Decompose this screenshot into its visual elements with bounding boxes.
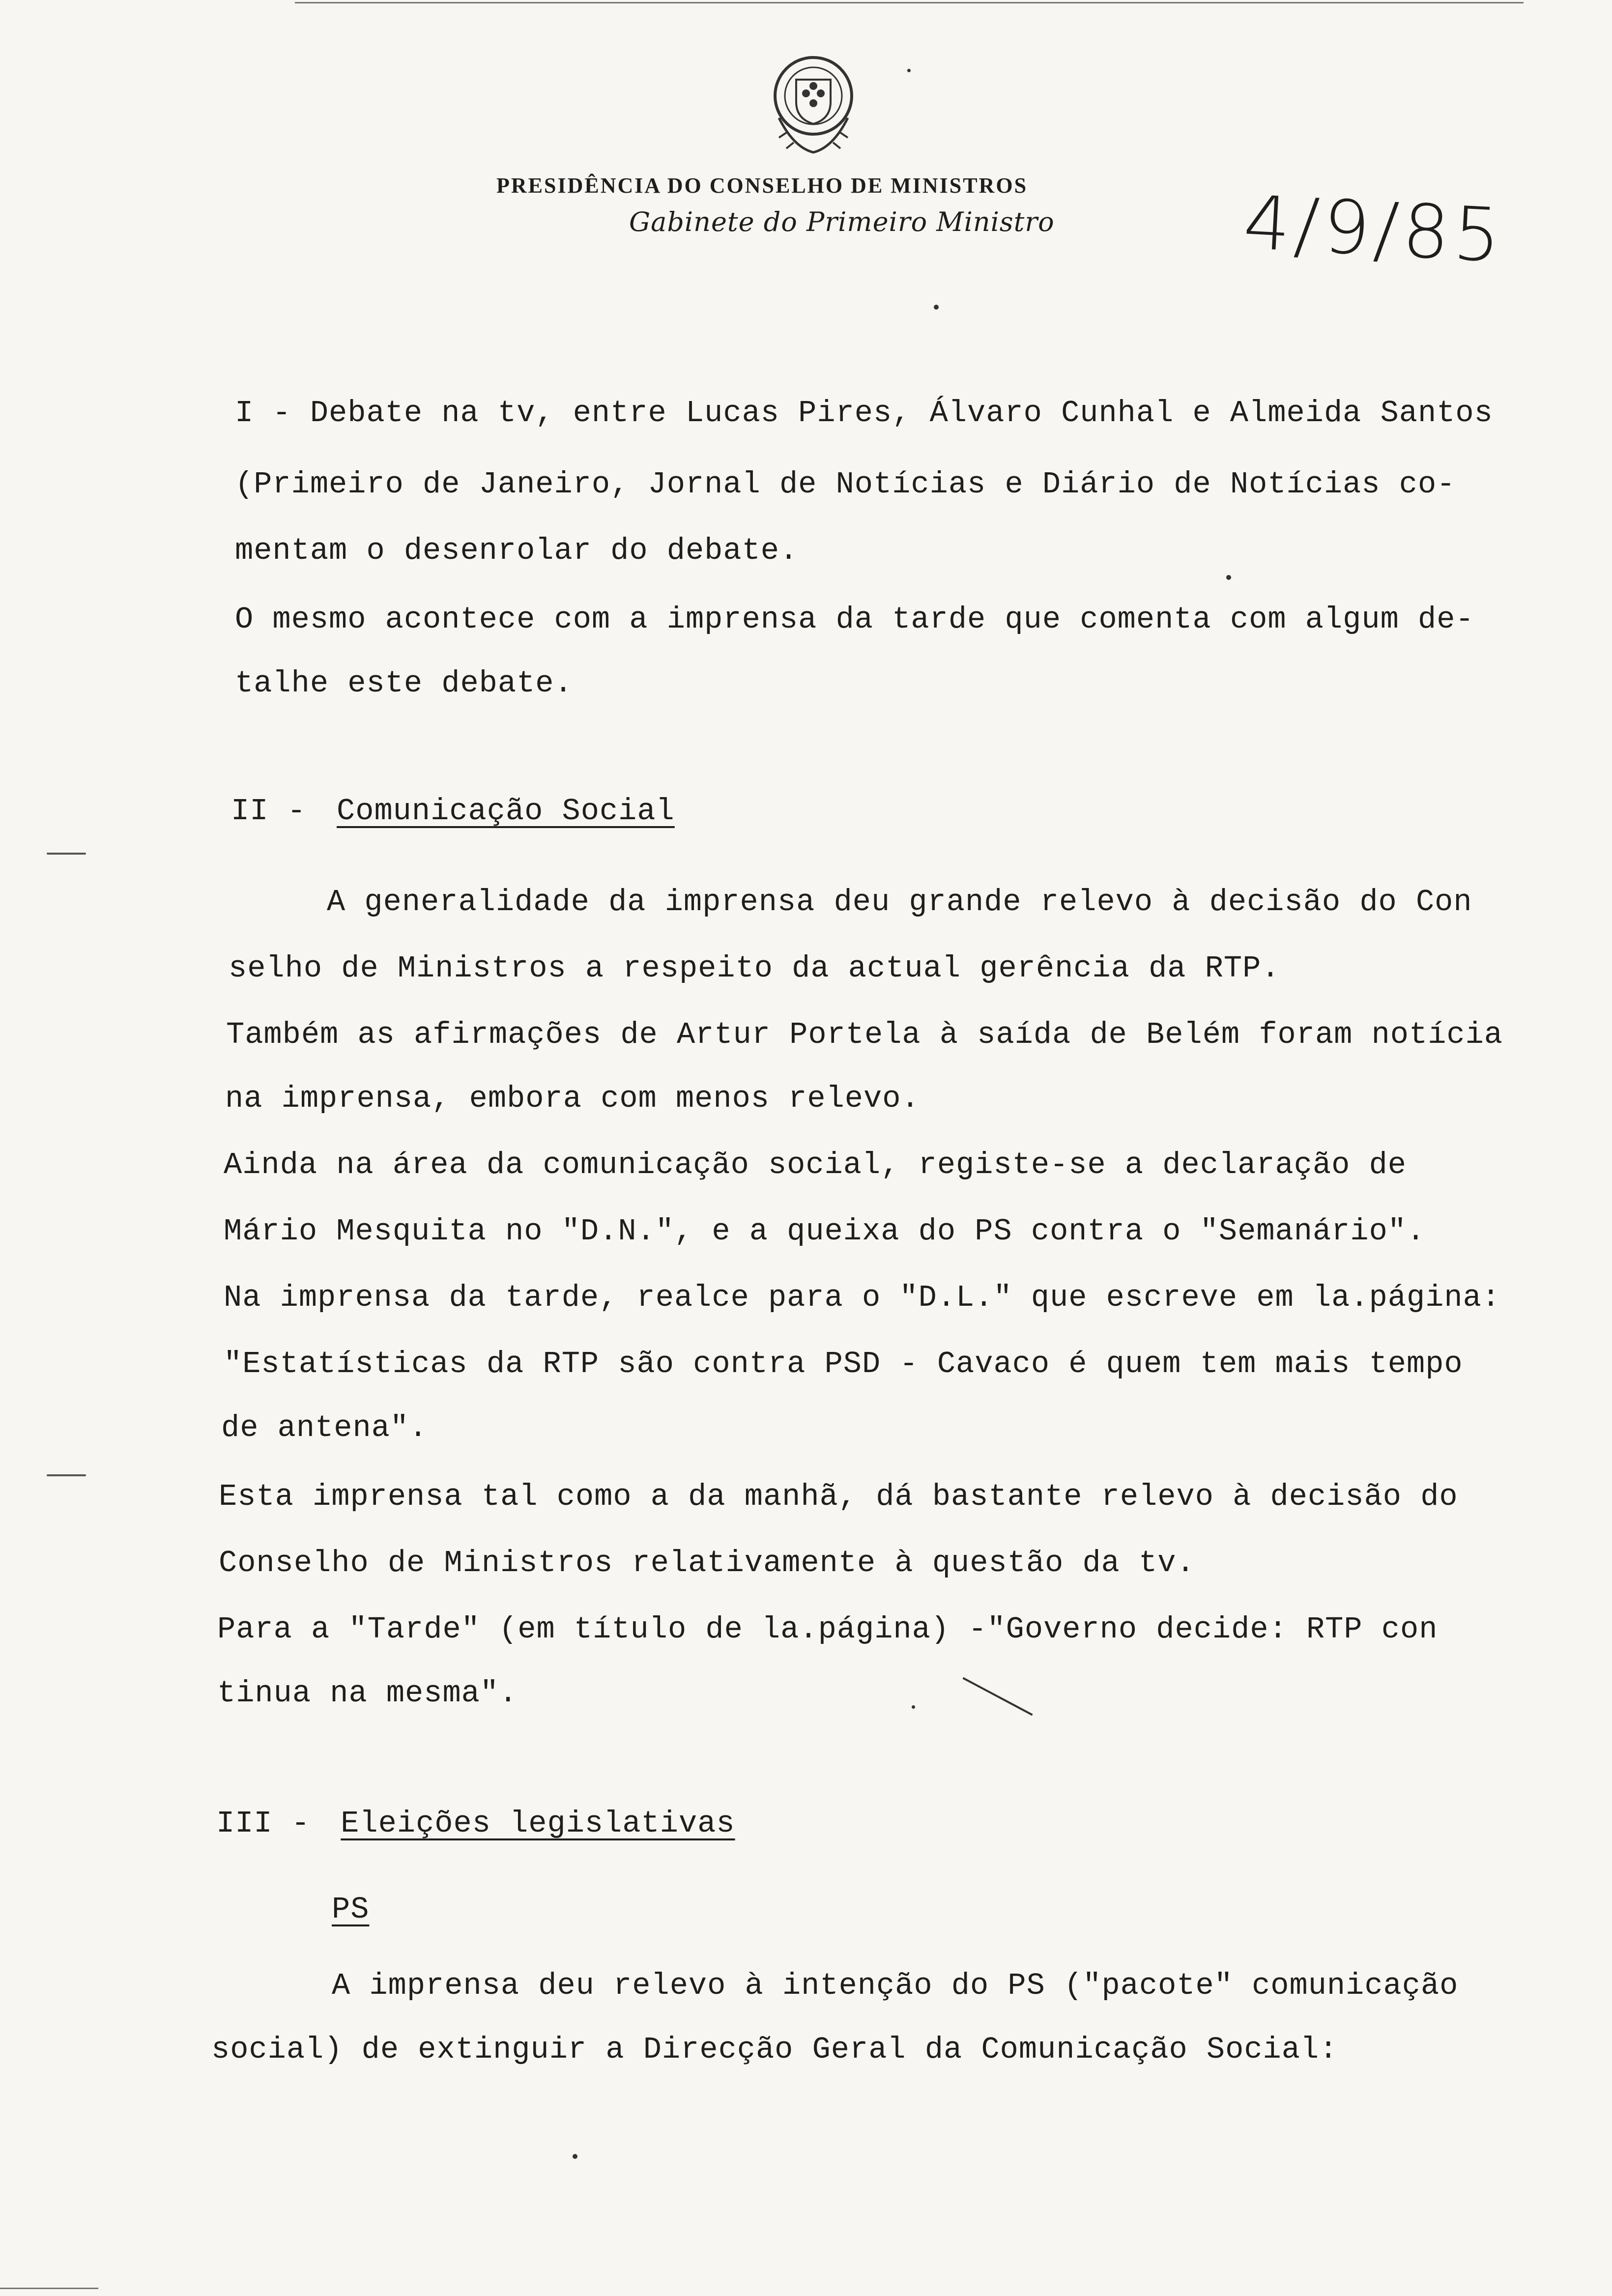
top-scan-line xyxy=(295,2,1524,3)
section2-number: II - xyxy=(231,794,306,829)
organization-header: PRESIDÊNCIA DO CONSELHO DE MINISTROS xyxy=(496,173,1028,198)
section2-line: na imprensa, embora com menos relevo. xyxy=(225,1081,920,1116)
bottom-scan-line xyxy=(0,2288,98,2289)
handwritten-date: 4/9/85 xyxy=(1241,180,1507,279)
section2-line: Ainda na área da comunicação social, registe-se a declaração de xyxy=(224,1148,1407,1182)
section1-line: (Primeiro de Janeiro, Jornal de Notícias e Diário de Notícias co- xyxy=(235,467,1456,502)
section3-line: social) de extinguir a Direcção Geral da Comunicação Social: xyxy=(211,2032,1338,2067)
scan-stroke xyxy=(962,1677,1033,1716)
section2-line: selho de Ministros a respeito da actual gerência da RTP. xyxy=(229,951,1280,986)
scan-speck xyxy=(1226,575,1231,580)
section1-line: mentam o desenrolar do debate. xyxy=(235,533,799,568)
section2-title: Comunicação Social xyxy=(337,794,675,829)
section3-title: Eleições legislativas xyxy=(341,1806,735,1841)
section2-line: tinua na mesma". xyxy=(217,1676,518,1711)
section3-subheading: PS xyxy=(332,1892,370,1927)
scan-speck xyxy=(907,69,911,72)
margin-mark xyxy=(47,853,86,855)
section2-line: Na imprensa da tarde, realce para o "D.L." que escreve em la.página: xyxy=(224,1280,1501,1315)
section2-line: Esta imprensa tal como a da manhã, dá bastante relevo à decisão do xyxy=(219,1479,1458,1514)
scan-speck xyxy=(934,305,939,310)
section3-number: III - xyxy=(216,1806,311,1841)
section2-line: Mário Mesquita no "D.N.", e a queixa do PS contra o "Semanário". xyxy=(224,1214,1426,1249)
margin-mark xyxy=(47,1474,86,1476)
section1-line: O mesmo acontece com a imprensa da tarde que comenta com algum de- xyxy=(235,602,1474,637)
section2-line: Conselho de Ministros relativamente à questão da tv. xyxy=(219,1546,1195,1580)
section2-line: Para a "Tarde" (em título de la.página) -"Governo decide: RTP con xyxy=(217,1612,1438,1647)
section2-line: A generalidade da imprensa deu grande relevo à decisão do Con xyxy=(327,885,1472,919)
scan-speck xyxy=(573,2154,577,2159)
section2-line: de antena". xyxy=(221,1410,428,1445)
section1-line: talhe este debate. xyxy=(235,666,573,701)
coat-of-arms-seal xyxy=(752,44,875,167)
section3-line: A imprensa deu relevo à intenção do PS ("pacote" comunicação xyxy=(332,1968,1459,2003)
section2-line: "Estatísticas da RTP são contra PSD - Cavaco é quem tem mais tempo xyxy=(224,1347,1463,1381)
section2-heading xyxy=(231,794,675,829)
section3-heading xyxy=(216,1806,735,1841)
scan-speck xyxy=(912,1705,915,1709)
office-subtitle: Gabinete do Primeiro Ministro xyxy=(629,206,1055,237)
section1-line: I - Debate na tv, entre Lucas Pires, Álvaro Cunhal e Almeida Santos xyxy=(235,396,1493,430)
section2-line: Também as afirmações de Artur Portela à saída de Belém foram notícia xyxy=(226,1017,1503,1052)
